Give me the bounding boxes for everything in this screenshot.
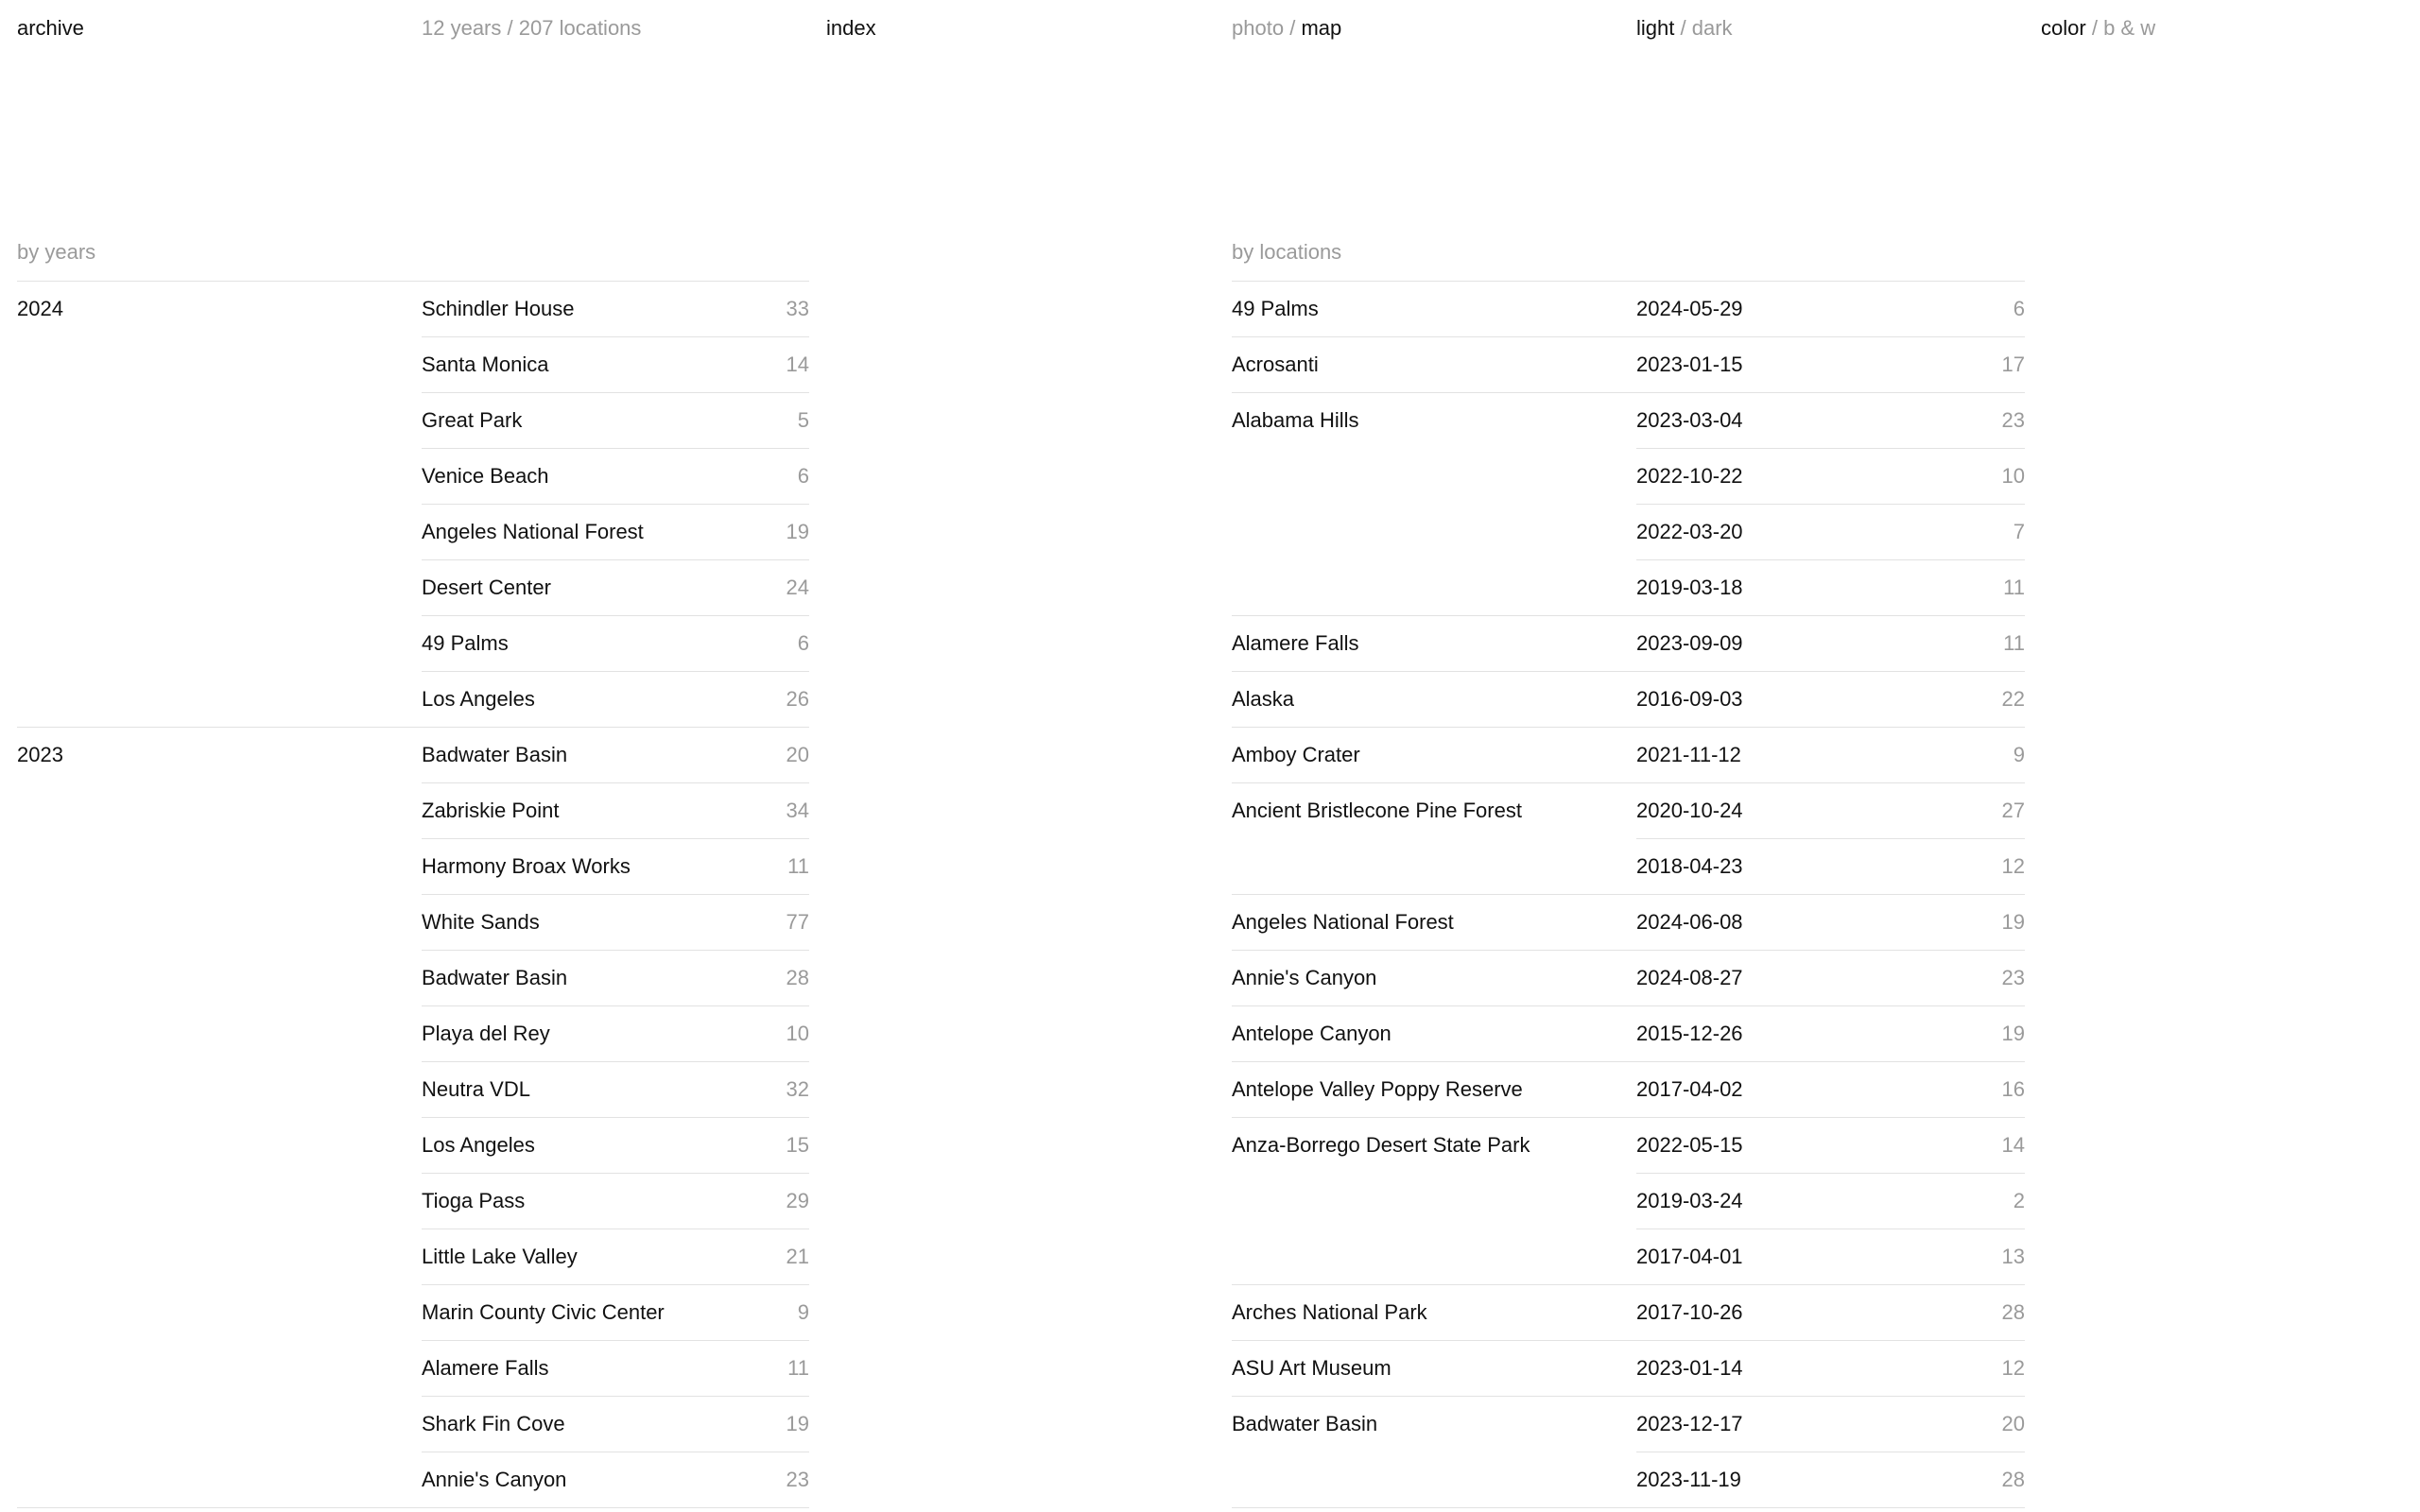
location-date-rows <box>1636 282 2025 336</box>
year-location-row[interactable] <box>422 951 809 1006</box>
visit-date: 2023-11-19 <box>1636 1468 1741 1491</box>
view-toggle <box>1232 16 1341 41</box>
location-name: Playa del Rey <box>422 1022 550 1045</box>
location-date-rows <box>1636 337 2025 392</box>
location-label[interactable]: Acrosanti <box>1232 352 1319 376</box>
photo-count: 5 <box>797 408 809 432</box>
location-label[interactable]: Anza-Borrego Desert State Park <box>1232 1133 1530 1157</box>
year-location-row[interactable] <box>422 783 809 839</box>
photo-count: 20 <box>786 743 809 766</box>
visit-date: 2017-10-26 <box>1636 1300 1743 1324</box>
visit-date: 2024-08-27 <box>1636 966 1743 989</box>
photo-count: 27 <box>2001 799 2025 822</box>
photo-count: 19 <box>2001 1022 2025 1045</box>
location-date-row[interactable] <box>1636 672 2025 727</box>
location-date-row[interactable] <box>1636 393 2025 449</box>
location-name: Shark Fin Cove <box>422 1412 565 1435</box>
photo-count: 77 <box>786 910 809 934</box>
location-name: Los Angeles <box>422 687 535 711</box>
view-separator: / <box>1289 16 1296 40</box>
location-name: Tioga Pass <box>422 1189 526 1212</box>
location-name: Little Lake Valley <box>422 1245 578 1268</box>
photo-count: 29 <box>786 1189 809 1212</box>
visit-date: 2022-03-20 <box>1636 520 1743 543</box>
archive-stats <box>422 16 641 41</box>
location-date-row[interactable] <box>1636 839 2025 894</box>
location-date-rows <box>1636 728 2025 782</box>
location-date-row[interactable] <box>1636 1229 2025 1284</box>
location-date-row[interactable] <box>1636 728 2025 782</box>
photo-count: 28 <box>2001 1468 2025 1491</box>
photo-count: 28 <box>2001 1300 2025 1324</box>
photo-count: 12 <box>2001 854 2025 878</box>
location-name: Neutra VDL <box>422 1077 530 1101</box>
location-group <box>1232 1341 2025 1397</box>
photo-count: 10 <box>786 1022 809 1045</box>
location-date-row[interactable] <box>1636 505 2025 560</box>
location-label[interactable]: Annie's Canyon <box>1232 966 1377 989</box>
index-link[interactable]: index <box>826 16 876 40</box>
visit-date: 2019-03-18 <box>1636 576 1743 599</box>
location-date-rows <box>1636 672 2025 727</box>
location-label[interactable]: ASU Art Museum <box>1232 1356 1392 1380</box>
year-location-row[interactable] <box>422 895 809 951</box>
location-date-row[interactable] <box>1636 783 2025 839</box>
location-group <box>1232 783 2025 895</box>
location-date-rows <box>1636 783 2025 894</box>
photo-count: 10 <box>2001 464 2025 488</box>
location-date-row[interactable] <box>1636 1285 2025 1340</box>
top-nav <box>0 0 2420 57</box>
theme-separator: / <box>1680 16 1686 40</box>
location-date-row[interactable] <box>1636 1397 2025 1452</box>
location-name: Los Angeles <box>422 1133 535 1157</box>
visit-date: 2020-10-24 <box>1636 799 1743 822</box>
color-toggle <box>2041 16 2155 41</box>
location-date-rows <box>1636 1006 2025 1061</box>
year-location-row[interactable] <box>422 728 809 783</box>
photo-count: 26 <box>786 687 809 711</box>
visit-date: 2017-04-01 <box>1636 1245 1743 1268</box>
location-group <box>1232 1285 2025 1341</box>
location-date-rows <box>1636 616 2025 671</box>
photo-count: 2 <box>2013 1189 2025 1212</box>
location-group <box>1232 1118 2025 1285</box>
location-label[interactable]: Angeles National Forest <box>1232 910 1454 934</box>
location-label[interactable]: 49 Palms <box>1232 297 1319 320</box>
by-years-label: by years <box>17 240 96 264</box>
location-label[interactable]: Antelope Canyon <box>1232 1022 1392 1045</box>
photo-count: 21 <box>786 1245 809 1268</box>
location-name: White Sands <box>422 910 540 934</box>
photo-count: 20 <box>2001 1412 2025 1435</box>
photo-count: 17 <box>2001 352 2025 376</box>
location-label[interactable]: Antelope Valley Poppy Reserve <box>1232 1077 1523 1101</box>
photo-count: 23 <box>2001 408 2025 432</box>
photo-count: 19 <box>786 1412 809 1435</box>
year-location-row[interactable] <box>422 1452 809 1507</box>
photo-count: 6 <box>2013 297 2025 320</box>
photo-count: 13 <box>2001 1245 2025 1268</box>
location-date-rows <box>1636 1062 2025 1117</box>
location-date-row[interactable] <box>1636 1062 2025 1117</box>
location-name: Schindler House <box>422 297 575 320</box>
year-location-row[interactable] <box>422 1006 809 1062</box>
photo-count: 12 <box>2001 1356 2025 1380</box>
year-group <box>17 282 809 728</box>
year-location-row[interactable] <box>422 393 809 449</box>
year-group <box>17 728 809 1508</box>
photo-count: 7 <box>2013 520 2025 543</box>
location-name: Zabriskie Point <box>422 799 560 822</box>
year-location-row[interactable] <box>422 616 809 672</box>
location-group <box>1232 1006 2025 1062</box>
location-date-row[interactable] <box>1636 895 2025 950</box>
location-name: Desert Center <box>422 576 551 599</box>
location-date-row[interactable] <box>1636 1006 2025 1061</box>
photo-count: 15 <box>786 1133 809 1157</box>
location-date-rows <box>1636 1397 2025 1507</box>
visit-date: 2022-05-15 <box>1636 1133 1743 1157</box>
year-location-row[interactable] <box>422 839 809 895</box>
photo-view-link[interactable]: photo <box>1232 16 1285 40</box>
visit-date: 2022-10-22 <box>1636 464 1743 488</box>
location-date-row[interactable] <box>1636 1452 2025 1507</box>
photo-count: 9 <box>2013 743 2025 766</box>
photo-count: 19 <box>786 520 809 543</box>
location-date-row[interactable] <box>1636 560 2025 615</box>
location-date-row[interactable] <box>1636 1174 2025 1229</box>
visit-date: 2024-06-08 <box>1636 910 1743 934</box>
location-label[interactable]: Alaska <box>1232 687 1295 711</box>
location-group <box>1232 616 2025 672</box>
location-group <box>1232 282 2025 337</box>
photo-count: 16 <box>2001 1077 2025 1101</box>
location-date-rows <box>1636 1118 2025 1284</box>
location-label[interactable]: Alabama Hills <box>1232 408 1359 432</box>
location-label[interactable]: Amboy Crater <box>1232 743 1360 766</box>
year-label[interactable]: 2024 <box>17 297 63 320</box>
photo-count: 11 <box>2003 631 2025 655</box>
location-name: Alamere Falls <box>422 1356 549 1380</box>
year-location-row[interactable] <box>422 449 809 505</box>
photo-count: 23 <box>2001 966 2025 989</box>
location-group <box>1232 337 2025 393</box>
location-date-rows <box>1636 951 2025 1005</box>
year-location-row[interactable] <box>422 505 809 560</box>
location-date-rows <box>1636 1341 2025 1396</box>
visit-date: 2019-03-24 <box>1636 1189 1743 1212</box>
color-mode-link[interactable]: color <box>2041 16 2086 40</box>
location-name: Marin County Civic Center <box>422 1300 665 1324</box>
visit-date: 2023-01-14 <box>1636 1356 1743 1380</box>
photo-count: 11 <box>2003 576 2025 599</box>
visit-date: 2024-05-29 <box>1636 297 1743 320</box>
location-name: Annie's Canyon <box>422 1468 567 1491</box>
photo-count: 34 <box>786 799 809 822</box>
year-location-row[interactable] <box>422 672 809 727</box>
location-date-row[interactable] <box>1636 616 2025 671</box>
photo-count: 11 <box>787 1356 809 1380</box>
year-location-row[interactable] <box>422 1062 809 1118</box>
by-locations-label: by locations <box>1232 240 1342 264</box>
year-location-row[interactable] <box>422 282 809 337</box>
visit-date: 2021-11-12 <box>1636 743 1741 766</box>
location-group <box>1232 672 2025 728</box>
photo-count: 6 <box>797 631 809 655</box>
location-group <box>1232 728 2025 783</box>
visit-date: 2018-04-23 <box>1636 854 1743 878</box>
visit-date: 2016-09-03 <box>1636 687 1743 711</box>
photo-count: 6 <box>797 464 809 488</box>
location-date-row[interactable] <box>1636 449 2025 505</box>
location-date-row[interactable] <box>1636 1341 2025 1396</box>
location-date-rows <box>1636 393 2025 615</box>
location-group <box>1232 1397 2025 1508</box>
location-name: Great Park <box>422 408 523 432</box>
locations-count: 207 locations <box>518 16 642 40</box>
location-date-rows <box>1636 895 2025 950</box>
archive-link[interactable]: archive <box>17 16 84 40</box>
photo-count: 14 <box>2001 1133 2025 1157</box>
location-name: Venice Beach <box>422 464 549 488</box>
year-location-row[interactable] <box>422 1229 809 1285</box>
theme-toggle <box>1636 16 1733 41</box>
photo-count: 19 <box>2001 910 2025 934</box>
photo-count: 22 <box>2001 687 2025 711</box>
location-name: 49 Palms <box>422 631 509 655</box>
photo-count: 24 <box>786 576 809 599</box>
location-group <box>1232 895 2025 951</box>
year-label[interactable]: 2023 <box>17 743 63 766</box>
photo-count: 11 <box>787 854 809 878</box>
location-date-row[interactable] <box>1636 951 2025 1005</box>
location-date-rows <box>1636 1285 2025 1340</box>
location-name: Santa Monica <box>422 352 549 376</box>
visit-date: 2017-04-02 <box>1636 1077 1743 1101</box>
visit-date: 2015-12-26 <box>1636 1022 1743 1045</box>
photo-count: 9 <box>797 1300 809 1324</box>
photo-count: 14 <box>786 352 809 376</box>
location-date-row[interactable] <box>1636 282 2025 336</box>
location-label[interactable]: Badwater Basin <box>1232 1412 1378 1435</box>
photo-count: 33 <box>786 297 809 320</box>
by-locations-table <box>1232 282 2025 1508</box>
location-label[interactable]: Arches National Park <box>1232 1300 1427 1324</box>
location-name: Badwater Basin <box>422 743 568 766</box>
photo-count: 28 <box>786 966 809 989</box>
year-location-row[interactable] <box>422 1397 809 1452</box>
bw-mode-link[interactable]: b & w <box>2103 16 2156 40</box>
photo-count: 23 <box>786 1468 809 1491</box>
location-group <box>1232 393 2025 616</box>
location-group <box>1232 1062 2025 1118</box>
dark-theme-link[interactable]: dark <box>1691 16 1733 40</box>
location-date-row[interactable] <box>1636 1118 2025 1174</box>
visit-date: 2023-09-09 <box>1636 631 1743 655</box>
visit-date: 2023-01-15 <box>1636 352 1743 376</box>
color-separator: / <box>2091 16 2098 40</box>
year-location-row[interactable] <box>422 1341 809 1397</box>
location-label[interactable]: Alamere Falls <box>1232 631 1359 655</box>
year-location-row[interactable] <box>422 1174 809 1229</box>
location-label[interactable]: Ancient Bristlecone Pine Forest <box>1232 799 1522 822</box>
map-view-link[interactable]: map <box>1301 16 1342 40</box>
location-name: Angeles National Forest <box>422 520 644 543</box>
location-group <box>1232 951 2025 1006</box>
visit-date: 2023-03-04 <box>1636 408 1743 432</box>
year-rows <box>422 282 809 727</box>
year-location-row[interactable] <box>422 1118 809 1174</box>
year-location-row[interactable] <box>422 337 809 393</box>
by-years-table <box>17 282 809 1508</box>
years-count: 12 years <box>422 16 502 40</box>
location-date-row[interactable] <box>1636 337 2025 392</box>
visit-date: 2023-12-17 <box>1636 1412 1743 1435</box>
photo-count: 32 <box>786 1077 809 1101</box>
year-rows <box>422 728 809 1507</box>
location-name: Harmony Broax Works <box>422 854 631 878</box>
year-location-row[interactable] <box>422 1285 809 1341</box>
year-location-row[interactable] <box>422 560 809 616</box>
location-name: Badwater Basin <box>422 966 568 989</box>
stats-separator: / <box>507 16 513 40</box>
light-theme-link[interactable]: light <box>1636 16 1675 40</box>
